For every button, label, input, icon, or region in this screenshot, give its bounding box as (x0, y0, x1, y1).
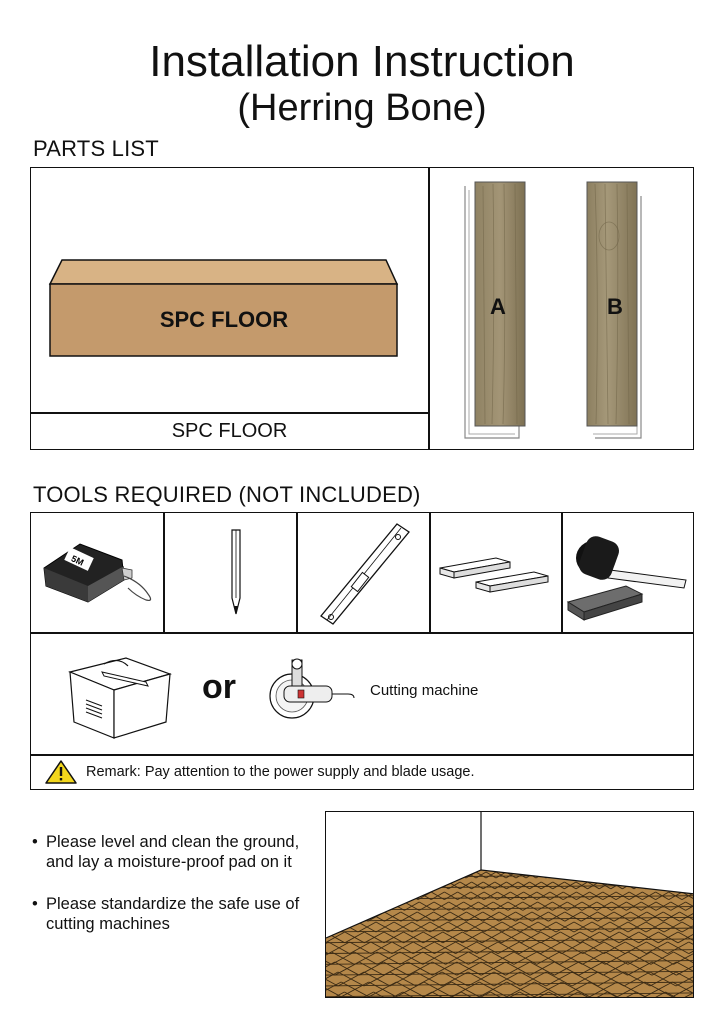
rubber-mallet-and-tapping-block-icon (566, 528, 691, 628)
parts-caption-divider (30, 412, 429, 414)
plank-a-label: A (490, 294, 506, 319)
remark-divider (30, 754, 694, 756)
tools-divider (561, 512, 563, 633)
bullet-icon: • (32, 895, 38, 913)
note-item (32, 894, 322, 934)
tools-divider (296, 512, 298, 633)
remark-text: Remark: Pay attention to the power supply and blade usage. (86, 764, 475, 780)
tools-divider (429, 512, 431, 633)
or-label: or (202, 668, 236, 706)
pencil-icon (200, 524, 270, 624)
note-item (32, 832, 322, 872)
bullet-icon: • (32, 833, 38, 851)
spirit-level-icon (305, 520, 420, 630)
spc-floor-box-illustration (30, 167, 429, 412)
tools-row-divider (30, 632, 694, 634)
cutting-machine-label: Cutting machine (370, 682, 479, 699)
warning-icon (44, 759, 78, 785)
parts-caption: SPC FLOOR (171, 420, 288, 442)
plank-b-label: B (607, 294, 623, 319)
angle-grinder-icon (262, 656, 362, 726)
parts-list-heading: PARTS LIST (33, 136, 159, 161)
note-text: Please standardize the safe use of cutting machines (46, 895, 300, 933)
note-text: Please level and clean the ground, and lay a moisture-proof pad on it (46, 833, 300, 871)
tools-heading: TOOLS REQUIRED (NOT INCLUDED) (33, 482, 421, 507)
table-saw-icon (66, 652, 176, 744)
spacers-icon (436, 548, 556, 598)
herringbone-room-illustration (325, 811, 694, 998)
tools-divider (163, 512, 165, 633)
page-title: Installation Instruction (149, 37, 575, 86)
plank-illustrations (459, 176, 659, 446)
page-subtitle: (Herring Bone) (237, 87, 487, 129)
svg-text:5M: 5M (69, 553, 86, 568)
tape-measure-icon (36, 530, 161, 620)
box-label: SPC FLOOR (159, 307, 289, 332)
herringbone-floor (326, 812, 694, 998)
